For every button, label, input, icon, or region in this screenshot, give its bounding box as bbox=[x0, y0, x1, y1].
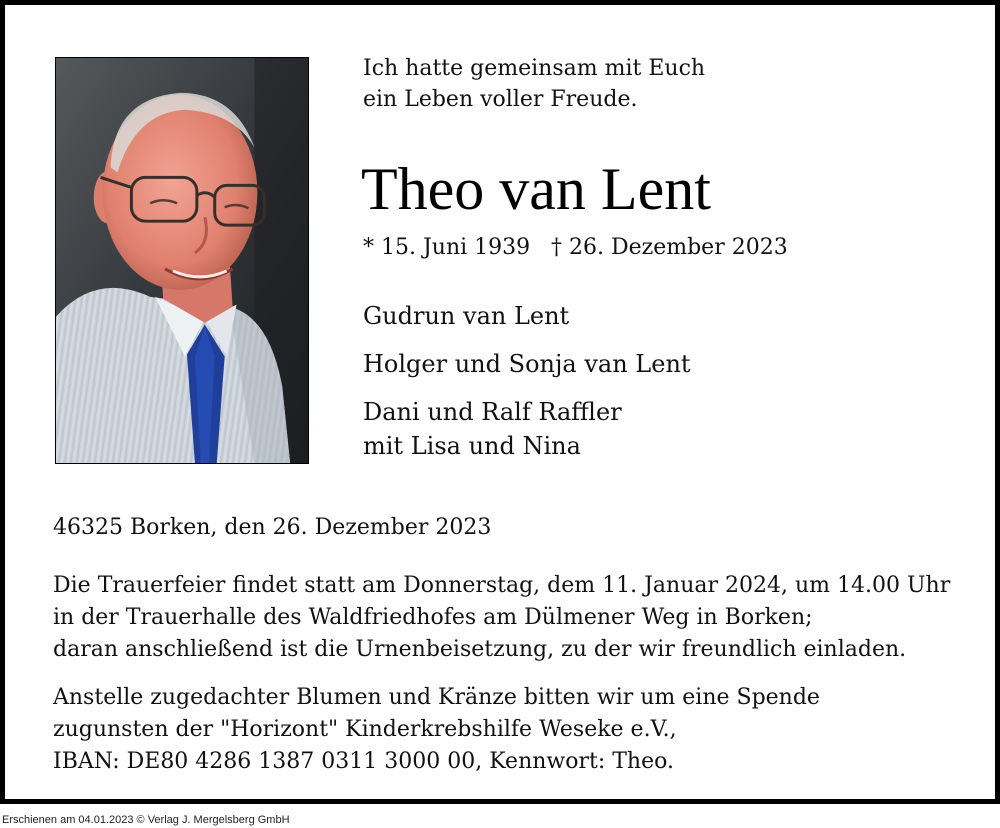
place-and-date: 46325 Borken, den 26. Dezember 2023 bbox=[53, 515, 492, 540]
portrait-photo bbox=[55, 57, 309, 464]
deceased-name: Theo van Lent bbox=[361, 156, 711, 222]
motto-line-2: ein Leben voller Freude. bbox=[363, 87, 638, 112]
life-dates bbox=[363, 233, 788, 263]
donation-line: Anstelle zugedachter Blumen und Kränze bitten wir um eine Spende bbox=[53, 685, 820, 710]
donation-line: zugunsten der "Horizont" Kinderkrebshilfe Weseke e.V., bbox=[53, 717, 677, 742]
mourner-line: Gudrun van Lent bbox=[363, 302, 570, 330]
birth-date: * 15. Juni 1939 bbox=[363, 235, 531, 260]
motto-line-1: Ich hatte gemeinsam mit Euch bbox=[363, 56, 706, 81]
ceremony-line: in der Trauerhalle des Waldfriedhofes am Dülmener Weg in Borken; bbox=[53, 605, 813, 630]
motto bbox=[363, 53, 705, 115]
mourner-line: Dani und Ralf Raffler bbox=[363, 398, 622, 426]
mourners-list bbox=[363, 299, 691, 463]
mourner-line: mit Lisa und Nina bbox=[363, 432, 581, 460]
death-date: † 26. Dezember 2023 bbox=[551, 235, 788, 260]
mourner-group bbox=[363, 395, 691, 463]
portrait-illustration bbox=[56, 58, 308, 463]
ceremony-info bbox=[53, 570, 950, 666]
mourner-line: Holger und Sonja van Lent bbox=[363, 350, 691, 378]
ceremony-line: daran anschließend ist die Urnenbeisetzung, zu der wir freundlich einladen. bbox=[53, 637, 907, 662]
donation-info bbox=[53, 682, 820, 778]
ceremony-line: Die Trauerfeier findet statt am Donnerstag, dem 11. Januar 2024, um 14.00 Uhr bbox=[53, 573, 951, 598]
publication-footer: Erschienen am 04.01.2023 © Verlag J. Mergelsberg GmbH bbox=[2, 814, 290, 826]
mourner-group bbox=[363, 347, 691, 381]
donation-line: IBAN: DE80 4286 1387 0311 3000 00, Kennwort: Theo. bbox=[53, 749, 674, 774]
mourner-group bbox=[363, 299, 691, 333]
